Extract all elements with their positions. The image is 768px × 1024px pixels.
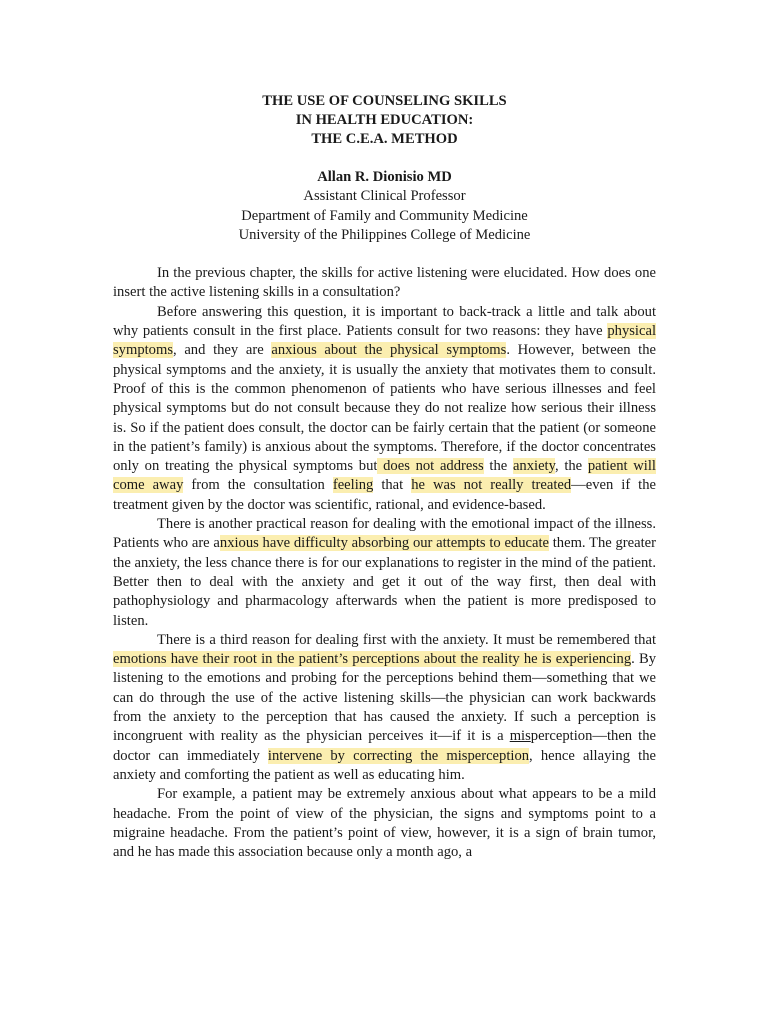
paragraph-1: In the previous chapter, the skills for active listening were elucidated. How does one insert the active listening skills in a consultation? (113, 265, 656, 301)
highlight: patient will come away (113, 458, 656, 494)
author-institution: University of the Philippines College of Medicine (238, 226, 531, 243)
text-run: the (483, 458, 513, 475)
highlight: intervene by correcting the misperception (267, 747, 530, 764)
text-run: them. The greater the anxiety, the less chance there is for our explanations to register in the mind of the patient. Better then to deal with the anxiety and get it out of the way first, then deal with pathophysiology and pharmacology afterwards when the patient is more predisposed to listen. (113, 535, 656, 629)
text-run: There is another practical reason for dealing with the emotional impact of the illness. Patients who are a (113, 516, 656, 552)
paragraph-3 (113, 515, 656, 631)
highlight: physical symptoms (113, 323, 656, 359)
document-title (113, 92, 656, 149)
text-run: , hence allaying the anxiety and comforting the patient as well as educating him. (113, 747, 656, 783)
highlight: feeling (332, 477, 374, 494)
text-run: —even if the treatment given by the doctor was scientific, rational, and evidence-based. (113, 477, 656, 513)
text-run: from the consultation (183, 477, 333, 494)
highlight: nxious have difficulty absorbing our attempts to educate (219, 535, 549, 552)
body-text (113, 264, 656, 862)
author-department: Department of Family and Community Medicine (241, 207, 528, 224)
text-run: , and they are (173, 342, 272, 359)
underlined-text: mis (509, 728, 531, 745)
title-line-1: THE USE OF COUNSELING SKILLS (262, 93, 507, 109)
title-line-2: IN HEALTH EDUCATION: (295, 112, 474, 128)
title-line-3: THE C.E.A. METHOD (311, 131, 458, 147)
highlight: does not address (377, 458, 484, 475)
highlight: he was not really treated (411, 477, 572, 494)
text-run: , the (554, 458, 588, 475)
text-run: . However, between the physical symptoms and the anxiety, it is usually the anxiety that motivates them to consult. Proof of this is the common phenomenon of patients who have serious illnesses and feel physical symptoms but do not consult because they do not realize how serious their illness is. So if the patient does consult, the doctor can be fairly certain that the patient (or someone in the patient’s family) is anxious about the symptoms. Therefore, if the doctor concentrates only on treating the physical symptoms but (113, 342, 657, 475)
author-block (113, 168, 656, 245)
author-position: Assistant Clinical Professor (303, 188, 466, 205)
text-run: . By listening to the emotions and probing for the perceptions behind them—something that we can do through the use of the active listening skills—the physician can work backwards from the anxiety to the perception that has caused the anxiety. If such a perception is incongruent with reality as the physician perceives it—if it is a (113, 651, 656, 745)
text-run: Before answering this question, it is important to back-track a little and talk about why patients consult in the first place. Patients consult for two reasons: they have (113, 303, 656, 340)
paragraph-4 (113, 631, 656, 785)
highlight: anxious about the physical symptoms (271, 342, 507, 359)
paragraph-2 (113, 303, 656, 515)
text-run: There is a third reason for dealing first with the anxiety. It must be remembered that (157, 631, 656, 648)
highlight: emotions have their root in the patient’s perceptions about the reality he is experiencing (113, 651, 632, 668)
paragraph-5: For example, a patient may be extremely anxious about what appears to be a mild headache. From the point of view of the physician, the signs and symptoms point to a migraine headache. From the patient’s point of view, however, it is a sign of brain tumor, and he has made this association because only a month ago, a (113, 786, 656, 861)
author-name: Allan R. Dionisio MD (317, 169, 452, 185)
text-run: perception—then the doctor can immediately (113, 728, 656, 764)
document-page (113, 92, 656, 862)
highlight: anxiety (512, 458, 555, 475)
text-run: that (373, 477, 412, 494)
